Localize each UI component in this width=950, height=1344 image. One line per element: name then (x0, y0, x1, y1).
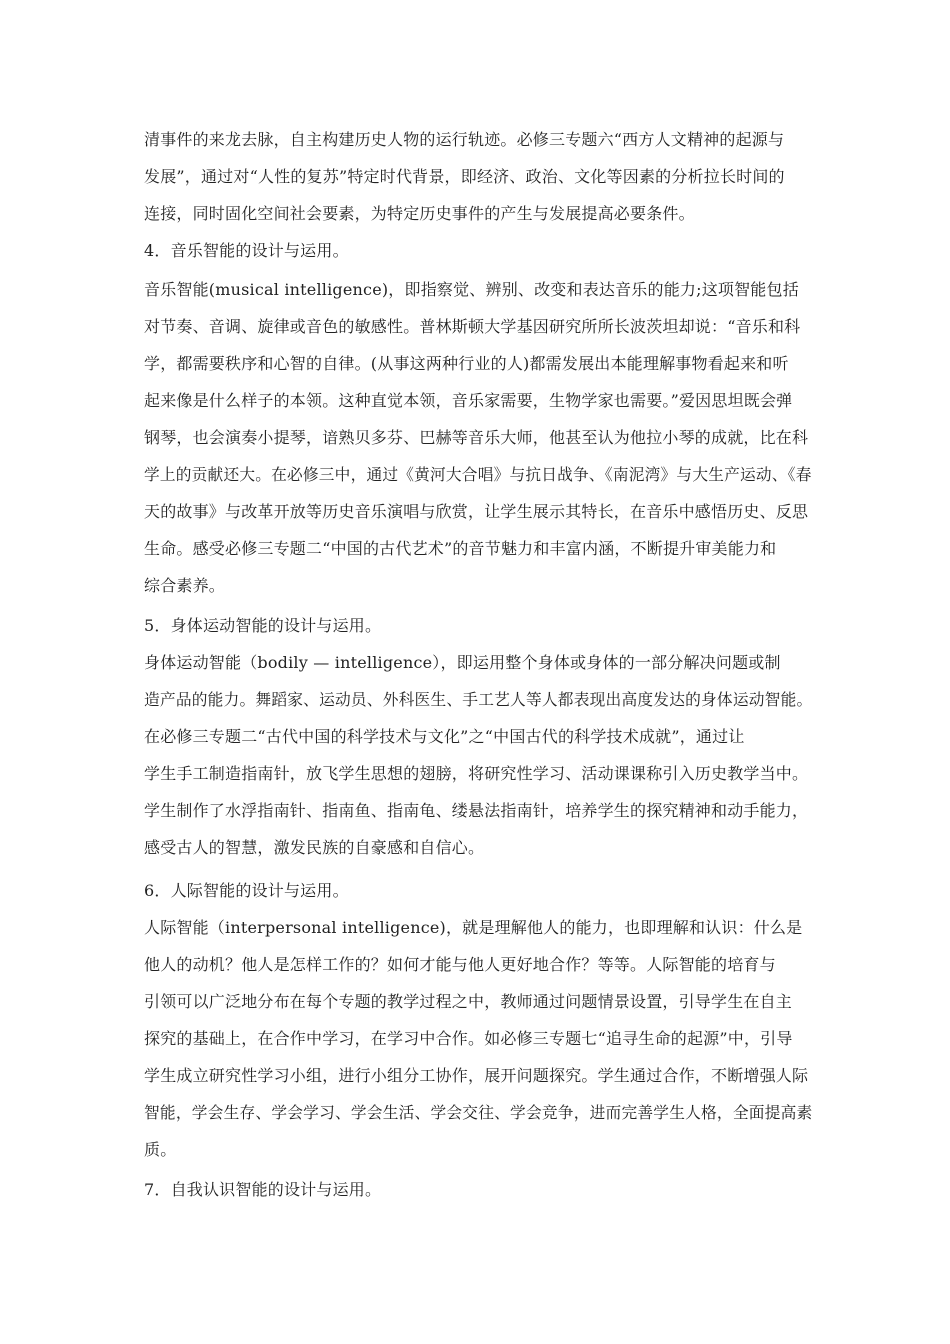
text-line: 学生成立研究性学习小组，进行小组分工协作，展开问题探究。学生通过合作，不断增强人际 (144, 1066, 809, 1085)
text-line: 他人的动机？他人是怎样工作的？如何才能与他人更好地合作？等等。人际智能的培育与 (144, 955, 776, 974)
text-line: 造产品的能力。舞蹈家、运动员、外科医生、手工艺人等人都表现出高度发达的身体运动智能。 (144, 690, 813, 709)
text-line: 学上的贡献还大。在必修三中，通过《黄河大合唱》与抗日战争、《南泥湾》与大生产运动、《春 (144, 465, 812, 484)
text-line: 天的故事》与改革开放等历史音乐演唱与欣赏，让学生展示其特长，在音乐中感悟历史、反思 (144, 502, 809, 521)
text-line: 发展”，通过对“人性的复苏”特定时代背景，即经济、政治、文化等因素的分析拉长时间的 (144, 167, 785, 186)
text-line: 探究的基础上，在合作中学习，在学习中合作。如必修三专题七“追寻生命的起源”中，引导 (144, 1029, 793, 1048)
text-line: 起来像是什么样子的本领。这种直觉本领，音乐家需要，生物学家也需要。”爱因思坦既会弹 (144, 391, 793, 410)
text-line: 学生制作了水浮指南针、指南鱼、指南龟、缕悬法指南针，培养学生的探究精神和动手能力， (144, 801, 809, 820)
text-line: 质。 (144, 1140, 177, 1159)
text-line: 学，都需要秩序和心智的自律。(从事这两种行业的人)都需发展出本能理解事物看起来和听 (144, 354, 789, 373)
text-line: 身体运动智能（bodily — intelligence），即运用整个身体或身体的一部分解决问题或制 (144, 653, 781, 672)
text-line: 生命。感受必修三专题二“中国的古代艺术”的音节魅力和丰富内涵，不断提升审美能力和 (144, 539, 777, 558)
text-line: 引领可以广泛地分布在每个专题的教学过程之中，教师通过问题情景设置，引导学生在自主 (144, 992, 793, 1011)
text-line: 综合素养。 (144, 576, 226, 595)
text-line: 清事件的来龙去脉，自主构建历史人物的运行轨迹。必修三专题六“西方人文精神的起源与 (144, 130, 785, 149)
text-line: 学生手工制造指南针，放飞学生思想的翅膀，将研究性学习、活动课课称引入历史教学当中。 (144, 764, 809, 783)
section-heading: 4．音乐智能的设计与运用。 (144, 241, 349, 260)
text-line: 人际智能（interpersonal intelligence)，就是理解他人的能力，也即理解和认识：什么是 (144, 918, 803, 937)
text-line: 对节奏、音调、旋律或音色的敏感性。普林斯顿大学基因研究所所长波茨坦却说：“音乐和科 (144, 317, 801, 336)
section-heading: 7．自我认识智能的设计与运用。 (144, 1180, 382, 1199)
section-heading: 5．身体运动智能的设计与运用。 (144, 616, 382, 635)
text-line: 连接，同时固化空间社会要素，为特定历史事件的产生与发展提高必要条件。 (144, 204, 695, 223)
text-line: 钢琴，也会演奏小提琴，谙熟贝多芬、巴赫等音乐大师，他甚至认为他拉小琴的成就，比在科 (144, 428, 809, 447)
section-heading: 6．人际智能的设计与运用。 (144, 881, 349, 900)
text-line: 在必修三专题二“古代中国的科学技术与文化”之“中国古代的科学技术成就”，通过让 (144, 727, 745, 746)
text-line: 音乐智能(musical intelligence)，即指察觉、辨别、改变和表达音乐的能力;这项智能包括 (144, 280, 799, 299)
text-line: 智能，学会生存、学会学习、学会生活、学会交往、学会竞争，进而完善学生人格，全面提高素 (144, 1103, 813, 1122)
text-line: 感受古人的智慧，激发民族的自豪感和自信心。 (144, 838, 485, 857)
